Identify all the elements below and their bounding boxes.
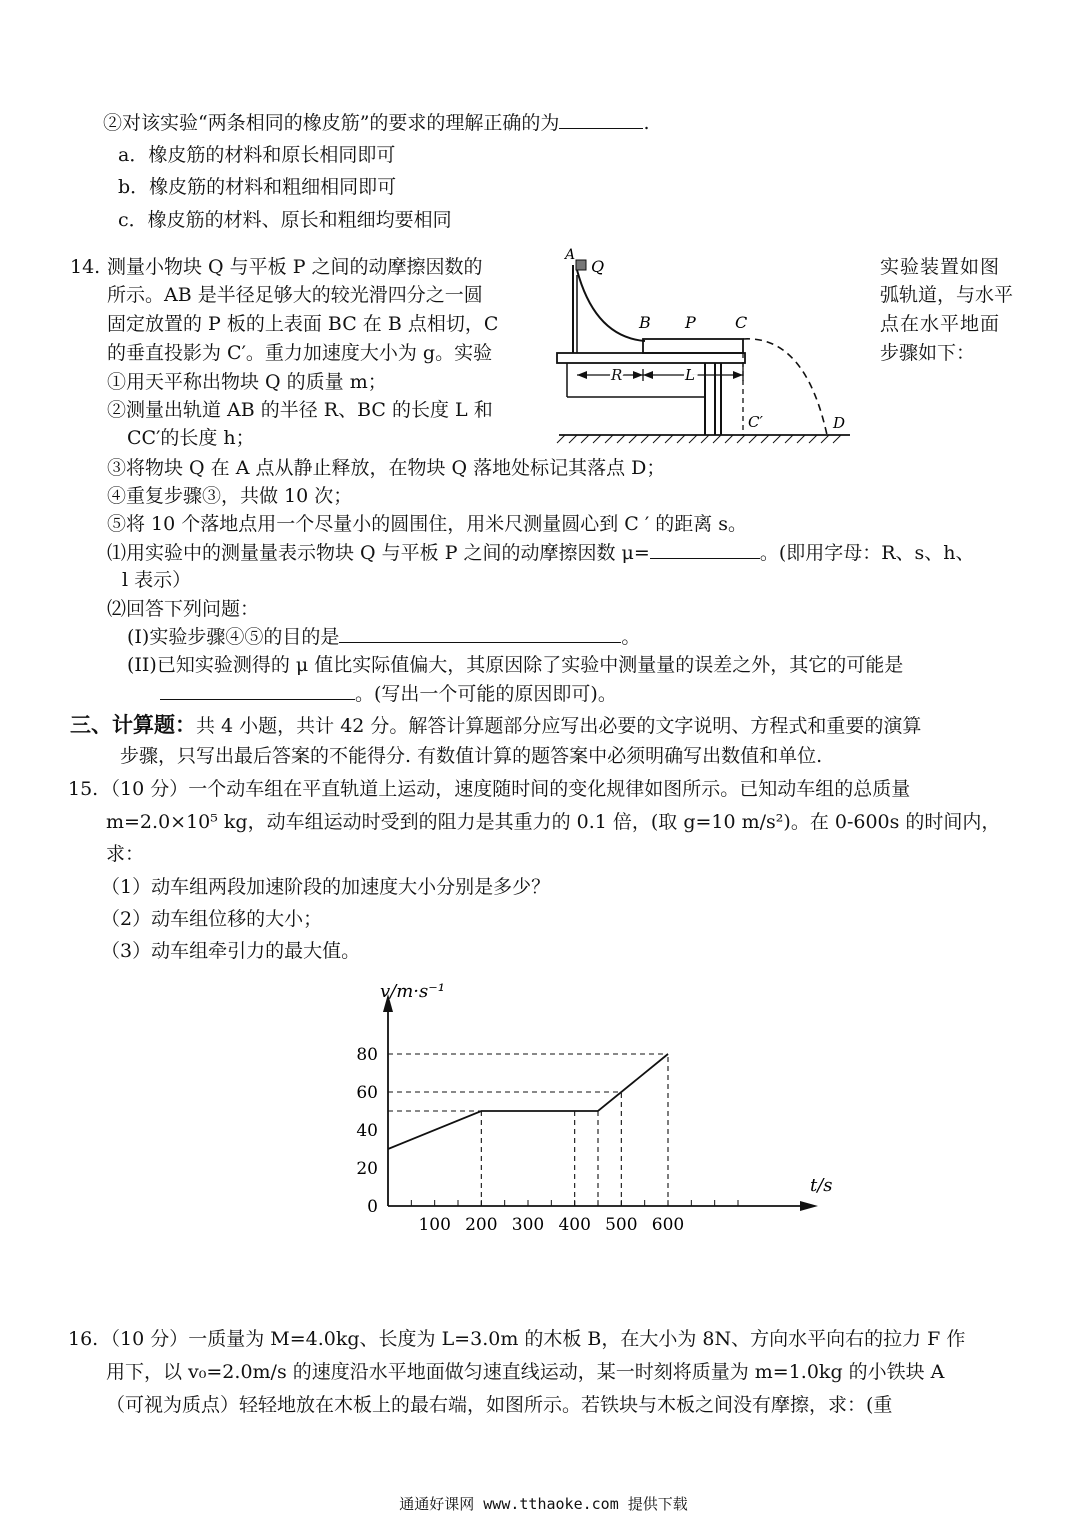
chart-series [388,1054,668,1149]
chart-guide-lines [388,1054,668,1206]
label-c-prime: C′ [748,413,763,431]
x-tick-label: 100 [418,1215,451,1235]
q14-step-3: ③将物块 Q 在 A 点从静止释放，在物块 Q 落地处标记其落点 D； [107,457,666,479]
q13-sub2: ②对该实验“两条相同的橡皮筋”的要求的理解正确的为 . [103,112,650,134]
q14-number: 14. [70,256,101,278]
label-d: D [833,414,846,432]
label-c: C [735,313,748,332]
y-tick-label: 0 [367,1197,378,1217]
y-tick-label: 60 [356,1083,378,1103]
q14-part1: ⑴用实验中的测量量表示物块 Q 与平板 P 之间的动摩擦因数 μ= 。(即用字母：R、s、h、 [107,542,975,564]
page-footer: 通通好课网 www.tthaoke.com 提供下载 [399,1495,688,1513]
x-tick-label: 600 [651,1215,685,1235]
q14-text-line: 的垂直投影为 C′。重力加速度大小为 g。实验 [107,342,493,364]
q13-option-a: a．橡皮筋的材料和原长相同即可 [118,144,396,166]
q14-step-1: ①用天平称出物块 Q 的质量 m； [107,371,387,393]
label-b: B [639,313,651,332]
q16-line: （可视为质点）轻轻地放在木板上的最右端，如图所示。若铁块与木板之间没有摩擦，求：(重 [106,1394,893,1416]
q15-question-2: （2）动车组位移的大小； [101,908,323,930]
q15-question-3: （3）动车组牵引力的最大值。 [101,940,361,962]
q15-line: 求： [106,843,145,865]
q15-velocity-time-chart [330,975,850,1250]
q14-part1-cont: l 表示） [122,569,192,591]
label-a: A [565,247,576,263]
y-tick-label: 80 [356,1045,378,1065]
q14-text-right: 实验装置如图 [880,256,1001,278]
velocity-series-line [388,1054,668,1149]
chart-x-axis-label: t/s [810,1175,833,1196]
section3-text-cont: 步骤，只写出最后答案的不能得分. 有数值计算的题答案中必须明确写出数值和单位. [120,745,823,767]
q14-text-line: 固定放置的 P 板的上表面 BC 在 B 点相切，C [107,313,499,335]
q15-question-1: （1）动车组两段加速阶段的加速度大小分别是多少？ [101,876,551,898]
answer-blank-purpose[interactable] [339,624,621,643]
x-axis-arrow [800,1201,818,1211]
chart-axes [383,994,818,1211]
q14-step-4: ④重复步骤③，共做 10 次； [107,485,353,507]
q14-text-right: 弧轨道，与水平 [880,284,1014,306]
x-tick-label: 400 [558,1215,591,1235]
q15-line: （10 分）一个动车组在平直轨道上运动，速度随时间的变化规律如图所示。已知动车组的总质量 [101,778,911,800]
q16-line: 用下，以 v₀=2.0m/s 的速度沿水平地面做匀速直线运动，某一时刻将质量为 m=1.0kg 的小铁块 A [106,1361,945,1383]
q14-part2-ii-cont: 。(写出一个可能的原因即可)。 [160,681,617,707]
q14-text-line: 所示。AB 是半径足够大的较光滑四分之一圆 [107,284,483,306]
q14-part2: ⑵回答下列问题： [107,598,260,620]
label-q: Q [591,257,605,276]
q16-line: （10 分）一质量为 M=4.0kg、长度为 L=3.0m 的木板 B，在大小为 8N、方向水平向右的拉力 F 作 [101,1328,966,1350]
q14-part2-i: (I)实验步骤④⑤的目的是 。 [127,626,641,648]
q14-text-line: 测量小物块 Q 与平板 P 之间的动摩擦因数的 [107,256,483,278]
y-tick-label: 20 [356,1159,378,1179]
q15-line: m=2.0×10⁵ kg，动车组运动时受到的阻力是其重力的 0.1 倍，(取 g=10 m/s²)。在 0-600s 的时间内， [106,811,1001,833]
q13-option-c: c．橡皮筋的材料、原长和粗细均要相同 [118,209,452,231]
answer-blank-mu[interactable] [650,540,760,559]
section3-heading: 三、计算题：共 4 小题，共计 42 分。解答计算题部分应写出必要的文字说明、方程式和重要的演算 [70,712,922,737]
answer-blank-reason[interactable] [160,681,355,700]
q14-text-right: 点在水平地面 [880,313,1001,335]
q14-text-right: 步骤如下： [880,342,976,364]
q14-apparatus-figure [555,245,875,445]
q14-part2-ii: (II)已知实验测得的 μ 值比实际值偏大，其原因除了实验中测量量的误差之外，其它的可能是 [127,654,904,676]
x-tick-label: 200 [465,1215,498,1235]
label-l: L [685,366,695,384]
q14-step-2: ②测量出轨道 AB 的半径 R、BC 的长度 L 和 [107,399,493,421]
q14-step-2-cont: CC′的长度 h； [127,427,255,449]
x-tick-label: 500 [605,1215,638,1235]
q14-step-5: ⑤将 10 个落地点用一个尽量小的圆围住，用米尺测量圆心到 C ′ 的距离 s。 [107,513,748,535]
q15-number: 15. [68,778,99,800]
x-tick-label: 300 [511,1215,545,1235]
chart-y-axis-label: v/m·s⁻¹ [380,981,445,1002]
label-r: R [611,366,623,384]
q13-option-b: b．橡皮筋的材料和粗细相同即可 [118,176,397,198]
y-tick-label: 40 [356,1121,378,1141]
answer-blank[interactable] [559,110,643,129]
label-p: P [685,313,696,332]
q16-number: 16. [68,1328,99,1350]
